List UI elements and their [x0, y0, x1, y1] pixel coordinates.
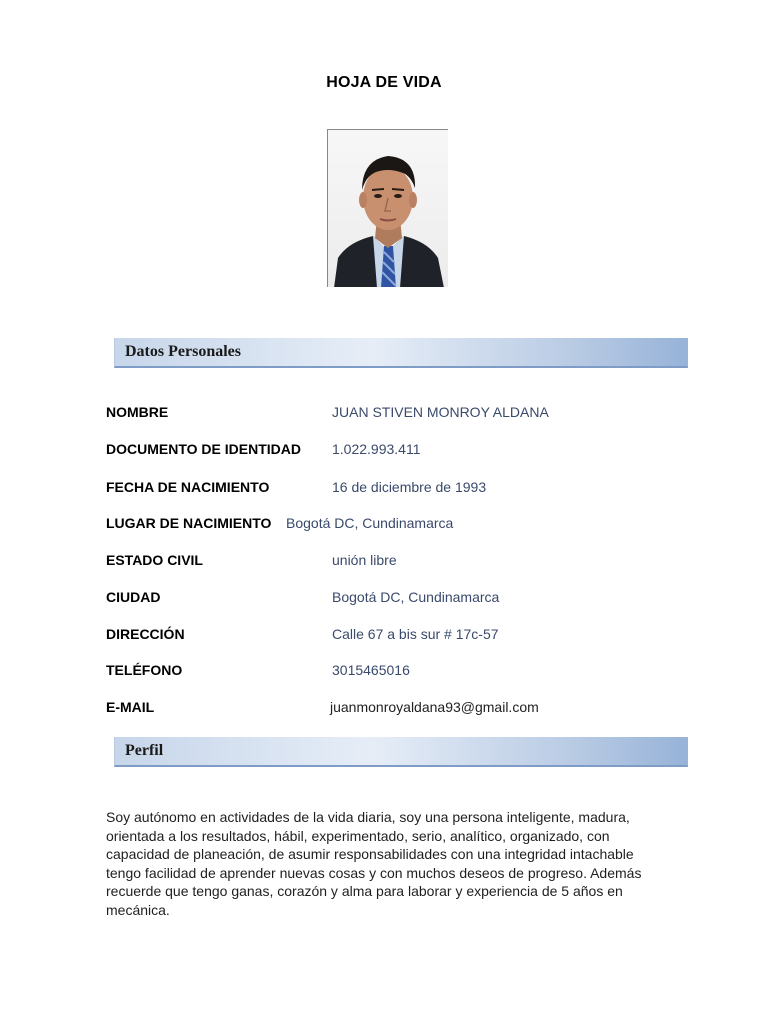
field-value: Calle 67 a bis sur # 17c-57 — [332, 626, 499, 642]
field-value: 1.022.993.411 — [332, 441, 421, 457]
field-label: DOCUMENTO DE IDENTIDAD — [106, 441, 301, 457]
section-bar-datos-personales — [114, 338, 688, 368]
field-label: LUGAR DE NACIMIENTO — [106, 515, 272, 531]
field-value: juanmonroyaldana93@gmail.com — [330, 699, 539, 715]
section-title-datos-personales: Datos Personales — [125, 343, 241, 360]
field-label: DIRECCIÓN — [106, 626, 185, 642]
portrait-photo — [327, 129, 448, 287]
field-label: CIUDAD — [106, 589, 161, 605]
page-title: HOJA DE VIDA — [326, 74, 442, 91]
field-label: ESTADO CIVIL — [106, 552, 203, 568]
field-label: E-MAIL — [106, 699, 155, 715]
field-value: Bogotá DC, Cundinamarca — [286, 515, 454, 531]
perfil-paragraph: Soy autónomo en actividades de la vida diaria, soy una persona inteligente, madura, orientada a los resultados, hábil, experimentado, serio, analítico, organizado, con capacidad de planeación, de asumir responsabilidades con una integridad intachable tengo facilidad de aprender nuevas cosas y con muchos deseos de progreso. Además recuerde que tengo ganas, corazón y alma para laborar y experiencia de 5 años en mecánica. — [106, 809, 642, 918]
section-bar-perfil — [114, 737, 688, 767]
field-value: JUAN STIVEN MONROY ALDANA — [332, 404, 549, 420]
field-label: NOMBRE — [106, 404, 169, 420]
field-label: FECHA DE NACIMIENTO — [106, 479, 270, 495]
field-value: Bogotá DC, Cundinamarca — [332, 589, 500, 605]
field-value: unión libre — [332, 552, 397, 568]
field-value: 3015465016 — [332, 662, 410, 678]
field-label: TELÉFONO — [106, 662, 183, 678]
field-value: 16 de diciembre de 1993 — [332, 479, 487, 495]
section-title-perfil: Perfil — [125, 742, 164, 759]
